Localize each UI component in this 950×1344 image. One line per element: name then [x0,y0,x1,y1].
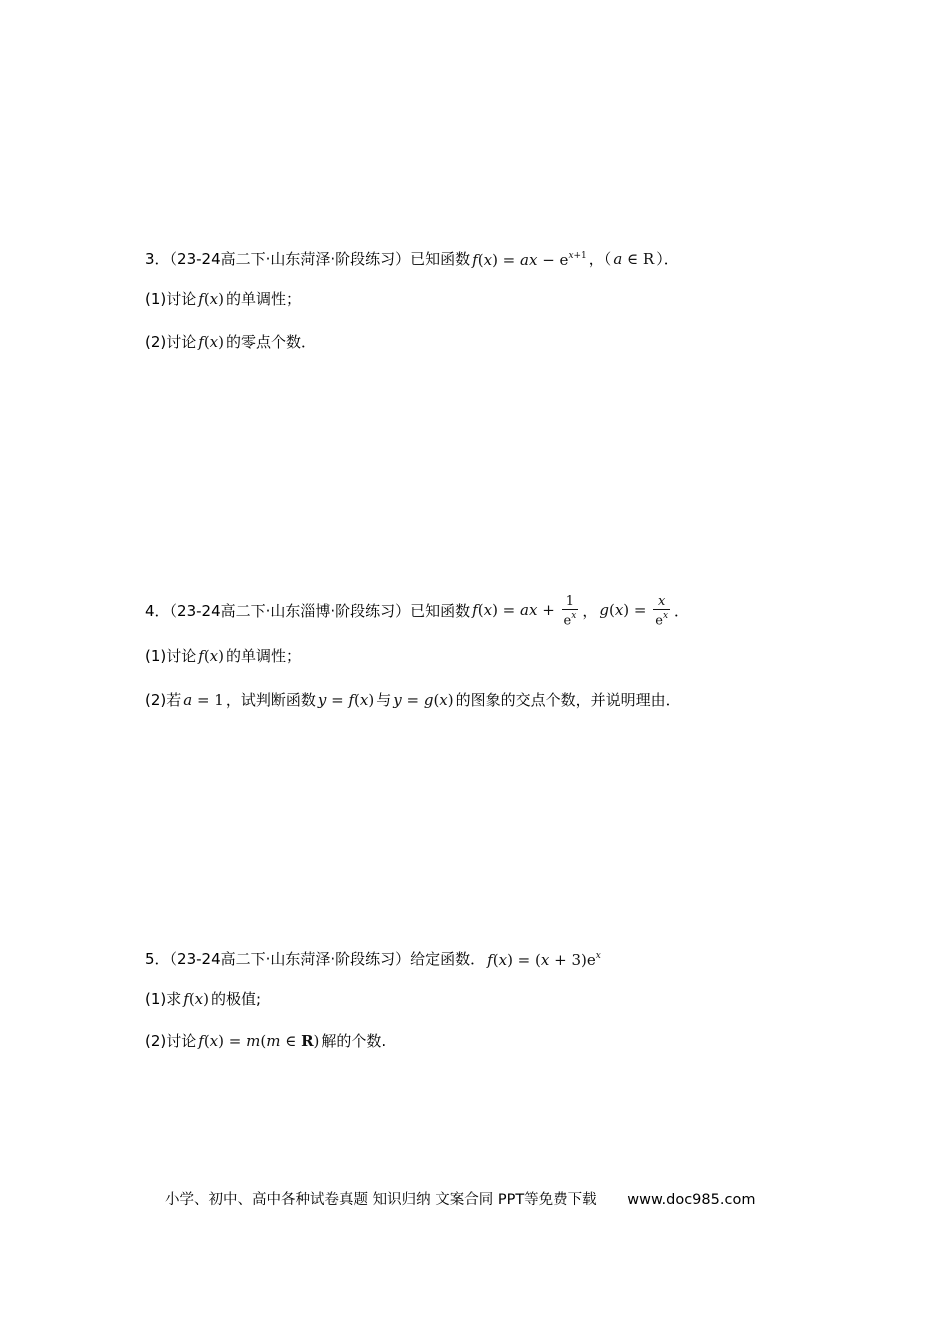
q4-part2-prefix: (2)若 [145,691,182,709]
q5-stem-prefix: 5．（23-24高二下·山东菏泽·阶段练习）给定函数． [145,949,486,968]
q3-part1 [145,288,301,310]
q5-part1-suffix: 的极值; [211,990,262,1008]
q3-part2-prefix: (2)讨论 [145,333,197,351]
q4-part2-suffix: 的图象的交点个数，并说明理由． [455,691,681,709]
q4-part2-func1: y = f(x) [317,691,375,709]
q4-part2-mid1: ，试判断函数 [225,691,316,709]
q3-part1-func: f(x) [198,290,224,308]
q4-stem-mid: ， [582,602,598,621]
q4-part2-cond: a = 1 [183,691,224,709]
q3-stem-suffix: ）． [656,249,679,268]
q5-part2-suffix: 解的个数. [321,1032,387,1050]
q5-part1-prefix: (1)求 [145,990,182,1008]
q3-stem-mid: ，（ [588,249,612,268]
q5-part2 [145,1030,386,1052]
q3-stem-prefix: 3．（23-24高二下·山东菏泽·阶段练习）已知函数 [145,249,471,268]
q4-stem [145,594,689,628]
q4-part1-prefix: (1)讨论 [145,647,197,665]
q3-part1-suffix: 的单调性； [226,290,302,308]
q5-stem [145,946,603,971]
q4-part2-mid2: 与 [376,691,392,709]
q4-part2-func2: y = g(x) [393,691,454,709]
q5-function-formula: $f(x) = (x + 3)e^x$ [487,951,601,969]
q3-part2-suffix: 的零点个数． [226,333,317,351]
footer-site-link[interactable]: www.doc985.com [627,1192,756,1208]
q4-function-f-formula: f(x) = ax + $\frac{1}{e^x}$ [472,594,577,629]
q4-part1-func: f(x) [198,647,224,665]
q3-part2 [145,331,316,353]
q5-part1 [145,988,261,1010]
q5-part2-prefix: (2)讨论 [145,1032,197,1050]
q3-condition: a ∈ R [613,249,655,268]
q4-stem-prefix: 4．（23-24高二下·山东淄博·阶段练习）已知函数 [145,602,471,621]
q4-part1-suffix: 的单调性； [226,647,302,665]
q5-part2-func: f(x) = m(m ∈ R) [198,1032,320,1050]
footer-text: 小学、初中、高中各种试卷真题 知识归纳 文案合同 PPT等免费下载 [165,1192,597,1208]
q3-part1-prefix: (1)讨论 [145,290,197,308]
page-footer [165,1189,755,1211]
q3-part2-func: f(x) [198,333,224,351]
q4-stem-suffix: ． [674,602,690,621]
q4-part1 [145,645,301,667]
q4-part2 [145,689,681,711]
q3-stem [145,246,679,271]
q5-part1-func: f(x) [183,990,209,1008]
q4-function-g-formula: g(x) = $\frac{x}{e^x}$ [599,594,669,629]
q3-function-formula: f(x) = ax − $e^{x+1}$ [472,251,587,269]
